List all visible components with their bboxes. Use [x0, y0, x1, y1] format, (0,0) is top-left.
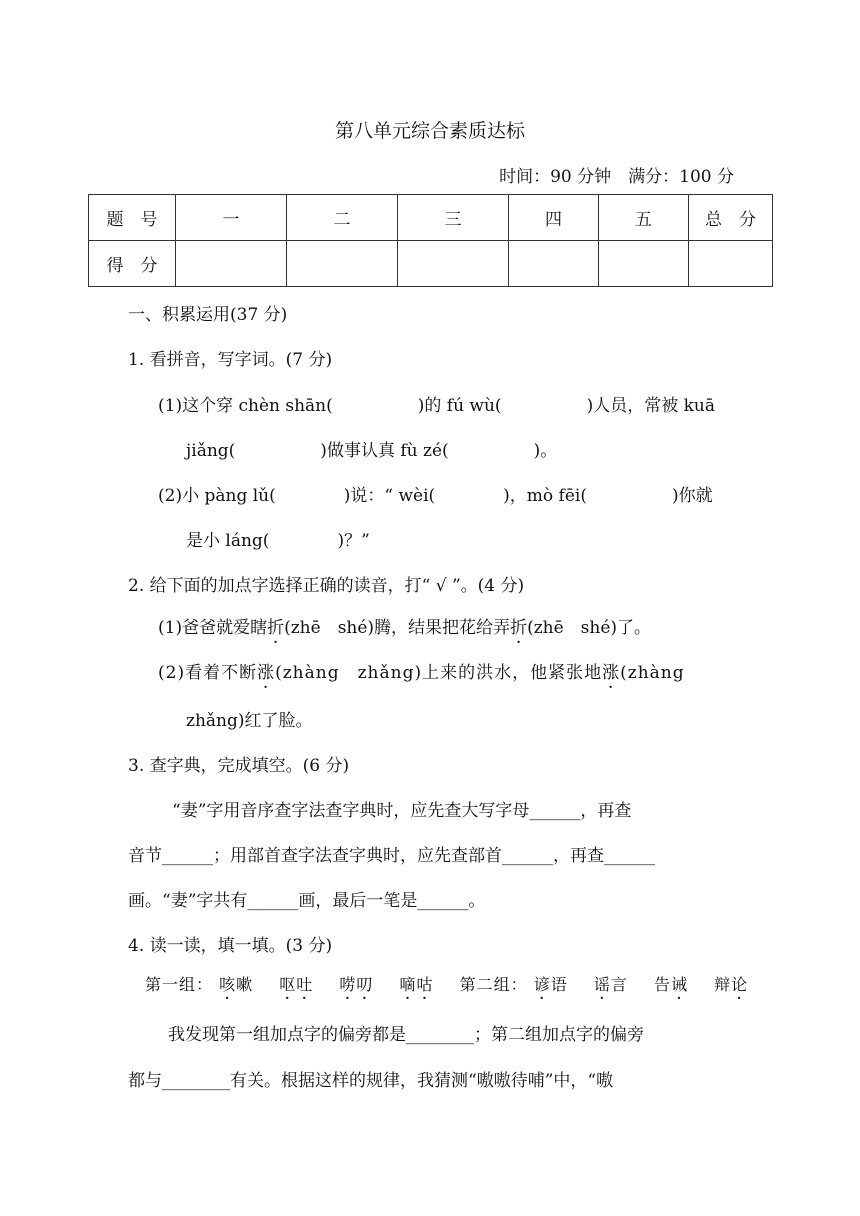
- dotted-char: 叨: [356, 975, 374, 994]
- word: [594, 975, 628, 994]
- text: 告: [653, 975, 671, 994]
- table-cell: 五: [599, 195, 689, 241]
- word: [714, 975, 748, 994]
- word: [339, 975, 373, 994]
- word: [399, 975, 433, 994]
- question-2-line: zhǎng)红了脸。: [186, 711, 313, 731]
- text: 辩: [714, 975, 732, 994]
- question-1-line: jiǎng( )做事认真 fù zé( )。: [186, 441, 558, 461]
- dotted-char: 论: [731, 975, 749, 994]
- score-table: [88, 194, 773, 287]
- dotted-char: 谚: [533, 975, 551, 994]
- question-3-heading: 3. 查字典，完成填空。(6 分): [128, 756, 350, 776]
- question-3-line: “妻”字用音序查字法查字典时，应先查大写字母______，再查: [172, 801, 632, 821]
- question-1-line: 是小 láng( )？”: [186, 531, 370, 551]
- question-4-line: 我发现第一组加点字的偏旁都是________；第二组加点字的偏旁: [168, 1025, 644, 1045]
- word: [654, 975, 688, 994]
- table-cell: 三: [398, 195, 509, 241]
- dotted-char: 唠: [339, 975, 357, 994]
- text: 语: [550, 975, 568, 994]
- word-groups: [145, 972, 748, 995]
- text: (2)看着不断: [158, 663, 258, 683]
- exam-meta: 时间：90 分钟 满分：100 分: [499, 167, 734, 187]
- dotted-char: 谣: [593, 975, 611, 994]
- table-cell: 一: [176, 195, 287, 241]
- text: (1)爸爸就爱瞎: [158, 618, 268, 638]
- table-cell: 四: [509, 195, 599, 241]
- page-title: 第八单元综合素质达标: [334, 120, 525, 142]
- question-2-line: [158, 613, 651, 638]
- score-input-cell[interactable]: [287, 241, 398, 287]
- question-1-line: (1)这个穿 chèn shān( )的 fú wù( )人员，常被 kuā: [158, 396, 715, 416]
- question-4-line: 都与________有关。根据这样的规律，我猜测“嗷嗷待哺”中，“嗷: [128, 1071, 614, 1091]
- dotted-char: 折: [510, 618, 528, 638]
- dotted-char: 呕: [279, 975, 297, 994]
- text: 嗽: [236, 975, 254, 994]
- dotted-char: 涨: [602, 663, 621, 683]
- word: [279, 975, 313, 994]
- table-cell: 二: [287, 195, 398, 241]
- dotted-char: 折: [267, 618, 285, 638]
- text: (zhàng: [620, 663, 685, 683]
- group-1-label: 第一组：: [145, 975, 214, 994]
- text: (zhē shé)了。: [527, 618, 652, 638]
- dotted-char: 咕: [416, 975, 434, 994]
- question-4-heading: 4. 读一读，填一填。(3 分): [128, 936, 333, 956]
- dotted-char: 咳: [219, 975, 237, 994]
- table-cell: 题 号: [89, 195, 176, 241]
- text: (zhàng zhǎng)上来的洪水，他紧张地: [275, 663, 603, 683]
- table-cell: 总 分: [689, 195, 773, 241]
- score-input-cell[interactable]: [176, 241, 287, 287]
- question-2-heading: 2. 给下面的加点字选择正确的读音，打“ √ ”。(4 分): [128, 576, 525, 596]
- question-3-line: 画。“妻”字共有______画，最后一笔是______。: [128, 891, 486, 911]
- text: 言: [610, 975, 628, 994]
- dotted-char: 涨: [257, 663, 276, 683]
- table-row: [89, 241, 773, 287]
- question-1-line: (2)小 pàng lǔ( )说：“ wèi( )，mò fēi( )你就: [158, 486, 713, 506]
- section-heading: 一、积累运用(37 分): [128, 305, 288, 325]
- score-input-cell[interactable]: [398, 241, 509, 287]
- table-cell: 得 分: [89, 241, 176, 287]
- question-2-line: [158, 658, 685, 683]
- word: [219, 975, 253, 994]
- score-input-cell[interactable]: [689, 241, 773, 287]
- group-2-label: 第二组：: [459, 975, 528, 994]
- question-3-line: 音节______；用部首查字法查字典时，应先查部首______，再查______: [128, 846, 655, 866]
- word: [534, 975, 568, 994]
- dotted-char: 嘀: [399, 975, 417, 994]
- question-1-heading: 1. 看拼音，写字词。(7 分): [128, 350, 333, 370]
- score-input-cell[interactable]: [599, 241, 689, 287]
- score-input-cell[interactable]: [509, 241, 599, 287]
- dotted-char: 吐: [296, 975, 314, 994]
- dotted-char: 诫: [670, 975, 688, 994]
- text: (zhē shé)腾，结果把花给弄: [284, 618, 511, 638]
- table-row: [89, 195, 773, 241]
